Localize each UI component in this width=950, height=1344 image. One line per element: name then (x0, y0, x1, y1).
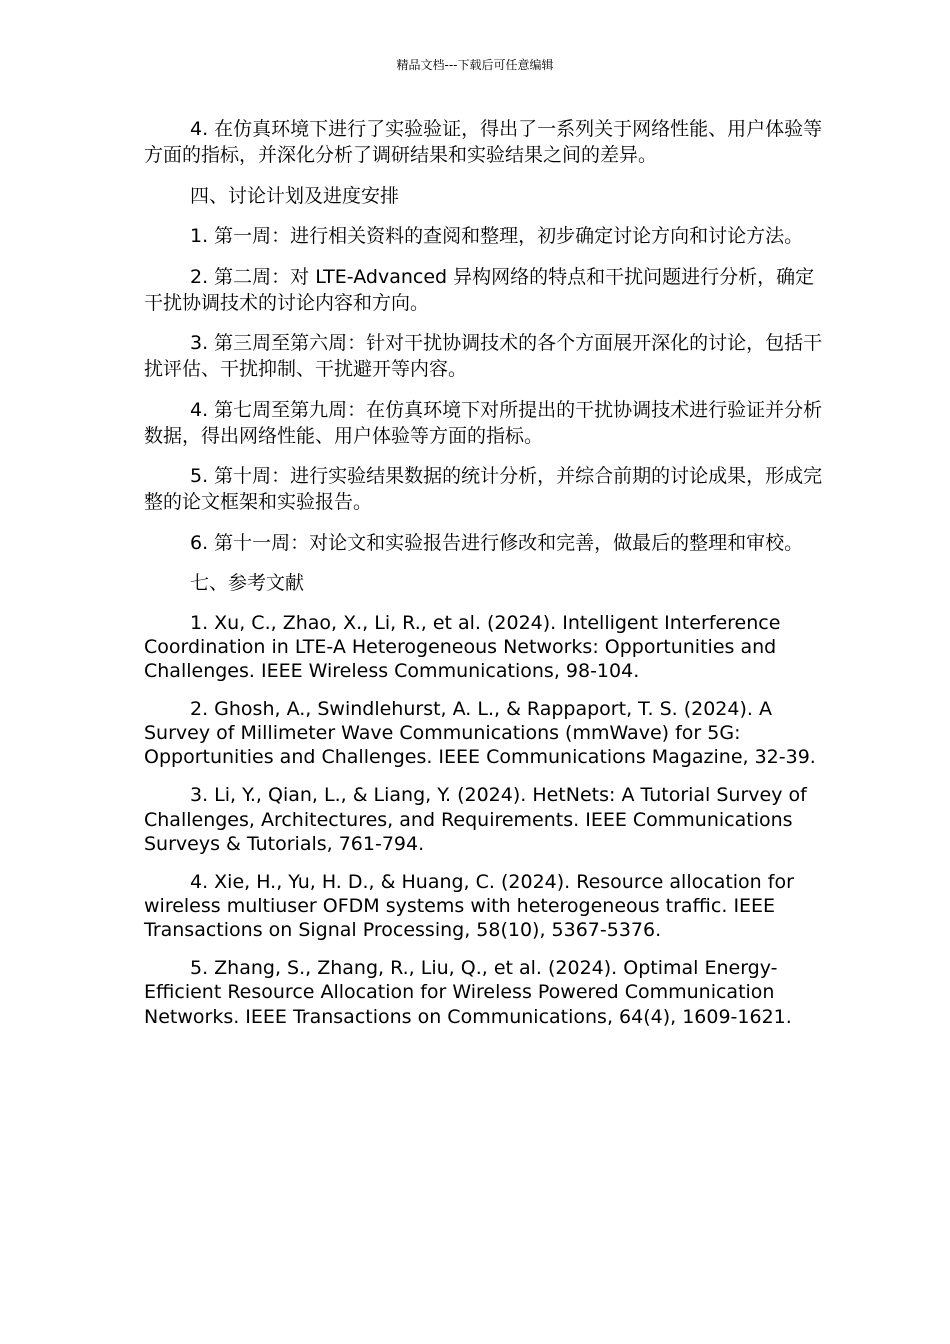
reference-item: 1. Xu, C., Zhao, X., Li, R., et al. (2024). Intelligent Interference Coordination in LTE-A Heterogeneous Networks: Opportunities and Challenges. IEEE Wireless Communications, 98-104. (144, 611, 781, 683)
reference-item: 3. Li, Y., Qian, L., & Liang, Y. (2024). HetNets: A Tutorial Survey of Challenges, Architectures, and Requirements. IEEE Communications Surveys & Tutorials, 761-794. (144, 784, 807, 855)
schedule-item: 2. 第二周：对 LTE-Advanced 异构网络的特点和干扰问题进行分析，确定干扰协调技术的讨论内容和方向。 (144, 265, 815, 314)
schedule-item: 6. 第十一周：对论文和实验报告进行修改和完善，做最后的整理和审校。 (190, 531, 804, 554)
reference-item: 4. Xie, H., Yu, H. D., & Huang, C. (2024). Resource allocation for wireless multiuser OFDM systems with heterogeneous traffic. IEEE Transactions on Signal Processing, 58(10), 5367-5376. (144, 870, 794, 942)
document-body (144, 116, 824, 1042)
reference-item: 2. Ghosh, A., Swindlehurst, A. L., & Rappaport, T. S. (2024). A Survey of Millimeter Wave Communications (mmWave) for 5G: Opportunities and Challenges. IEEE Communications Magazine, 32-39. (144, 697, 816, 769)
section-heading-schedule: 四、讨论计划及进度安排 (190, 184, 400, 207)
paragraph-result-4: 4. 在仿真环境下进行了实验验证，得出了一系列关于网络性能、用户体验等方面的指标，并深化分析了调研结果和实验结果之间的差异。 (144, 118, 823, 166)
schedule-item: 3. 第三周至第六周：针对干扰协调技术的各个方面展开深化的讨论，包括干扰评估、干扰抑制、干扰避开等内容。 (144, 332, 823, 380)
schedule-item: 4. 第七周至第九周：在仿真环境下对所提出的干扰协调技术进行验证并分析数据，得出网络性能、用户体验等方面的指标。 (144, 398, 823, 447)
reference-item: 5. Zhang, S., Zhang, R., Liu, Q., et al. (2024). Optimal Energy-Efficient Resource Allocation for Wireless Powered Communication Networks. IEEE Transactions on Communications, 64(4), 1609-1621. (144, 957, 792, 1028)
schedule-item: 5. 第十周：进行实验结果数据的统计分析，并综合前期的讨论成果，形成完整的论文框架和实验报告。 (144, 465, 823, 513)
section-heading-references: 七、参考文献 (190, 572, 305, 594)
page-header: 精品文档---下载后可任意编辑 (396, 58, 554, 72)
schedule-item: 1. 第一周：进行相关资料的查阅和整理，初步确定讨论方向和讨论方法。 (190, 225, 804, 247)
